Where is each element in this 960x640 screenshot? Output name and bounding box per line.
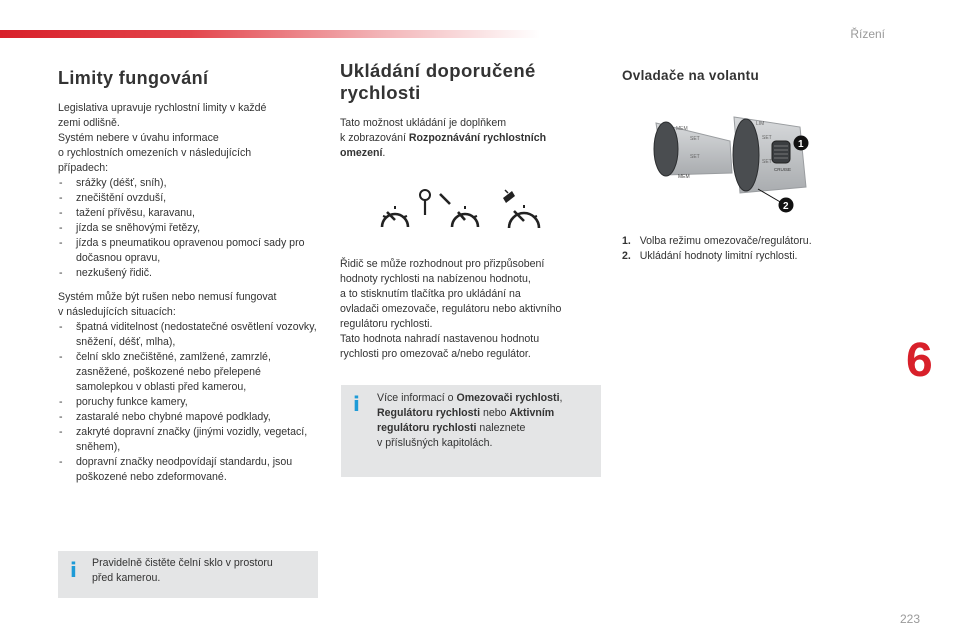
section-title-limits: Limity fungování <box>58 68 209 88</box>
column-speed-memorisation <box>340 60 602 362</box>
chapter-title: Řízení <box>850 27 885 41</box>
speedometer-icon <box>378 202 412 232</box>
label-mem: MEM <box>676 126 688 132</box>
column-operating-limits <box>58 60 320 485</box>
label-set: SET <box>690 136 700 142</box>
list-item: - jízda se sněhovými řetězy, <box>58 221 320 236</box>
info-text: Pravidelně čistěte čelní sklo v prostoru před kamerou. <box>92 557 273 584</box>
label-set: SET <box>762 159 772 165</box>
callout-1-label: 1 <box>798 139 804 150</box>
label-set: SET <box>762 135 772 141</box>
list-item: - tažení přívěsu, karavanu, <box>58 206 320 221</box>
list-item: - znečištění ovzduší, <box>58 191 320 206</box>
list-item: - špatná viditelnost (nedostatečné osvětlení vozovky, sněžení, déšť, mlha), <box>58 320 320 350</box>
list-item: - jízda s pneumatikou opravenou pomocí sady pro dočasnou opravu, <box>58 236 320 266</box>
caption-item: 2. Ukládání hodnoty limitní rychlosti. <box>622 250 798 262</box>
section-title-steering-controls: Ovladače na volantu <box>622 68 759 83</box>
speedometer-with-button-icon <box>438 192 480 232</box>
button-press-icon <box>416 189 432 215</box>
label-mem: MEM <box>678 174 690 180</box>
info-icon: i <box>70 558 77 582</box>
header-accent-bar <box>0 30 540 38</box>
chapter-number: 6 <box>906 334 933 387</box>
caption-item: 1. Volba režimu omezovače/regulátoru. <box>622 235 812 247</box>
page-number: 223 <box>899 612 920 626</box>
section-title-memorisation: Ukládání doporučené rychlosti <box>340 60 536 103</box>
list-item: - zastaralé nebo chybné mapové podklady, <box>58 410 320 425</box>
illustration-captions <box>622 234 882 264</box>
disturbance-intro: Systém může být rušen nebo nemusí fungovat v následujících situacích: <box>58 291 277 318</box>
list-item: - poruchy funkce kamery, <box>58 395 320 410</box>
memorisation-intro: Tato možnost ukládání je doplňkem k zobrazování Rozpoznávání rychlostních omezení. <box>340 117 547 159</box>
list-item: - dopravní značky neodpovídají standardu, jsou poškozené nebo zdeformované. <box>58 455 320 485</box>
steering-controls-illustration <box>650 103 810 218</box>
speedometer-icons-row <box>340 189 602 239</box>
info-icon: i <box>353 392 360 416</box>
callout-2-label: 2 <box>783 201 789 212</box>
list-item: - zakryté dopravní značky (jinými vozidly, vegetací, sněhem), <box>58 425 320 455</box>
label-lim: LIM <box>756 121 765 127</box>
list-item: - srážky (déšť, sníh), <box>58 176 320 191</box>
column-steering-controls <box>622 60 882 264</box>
speedometer-set-icon <box>500 189 542 233</box>
list-item: - čelní sklo znečištěné, zamlžené, zamrzlé, zasněžené, poškozené nebo přelepené samolepkou v oblasti před kamerou, <box>58 350 320 395</box>
disturbance-list <box>58 320 320 485</box>
info-box-windscreen <box>58 551 318 598</box>
info-box-more-info <box>341 385 601 477</box>
label-cruise: CRUISE <box>774 167 792 172</box>
limits-list <box>58 176 320 281</box>
info-text: Více informací o Omezovači rychlosti, Regulátoru rychlosti nebo Aktivním regulátoru rychlosti naleznete v příslušných kapitolách. <box>377 392 563 449</box>
limits-intro: Legislativa upravuje rychlostní limity v každé zemi odlišně. Systém nebere v úvahu informace o rychlostních omezeních v následujících případech: <box>58 102 267 174</box>
list-item: - nezkušený řidič. <box>58 266 320 281</box>
label-set: SET <box>690 154 700 160</box>
memorisation-body: Řidič se může rozhodnout pro přizpůsobení hodnoty rychlosti na nabízenou hodnotu, a to stisknutím tlačítka pro ukládání na ovladači omezovače, regulátoru nebo aktivního regulátoru rychlosti. Tato hodnota nahradí nastavenou hodnotu rychlosti pro omezovač a/nebo regulátor. <box>340 258 562 360</box>
